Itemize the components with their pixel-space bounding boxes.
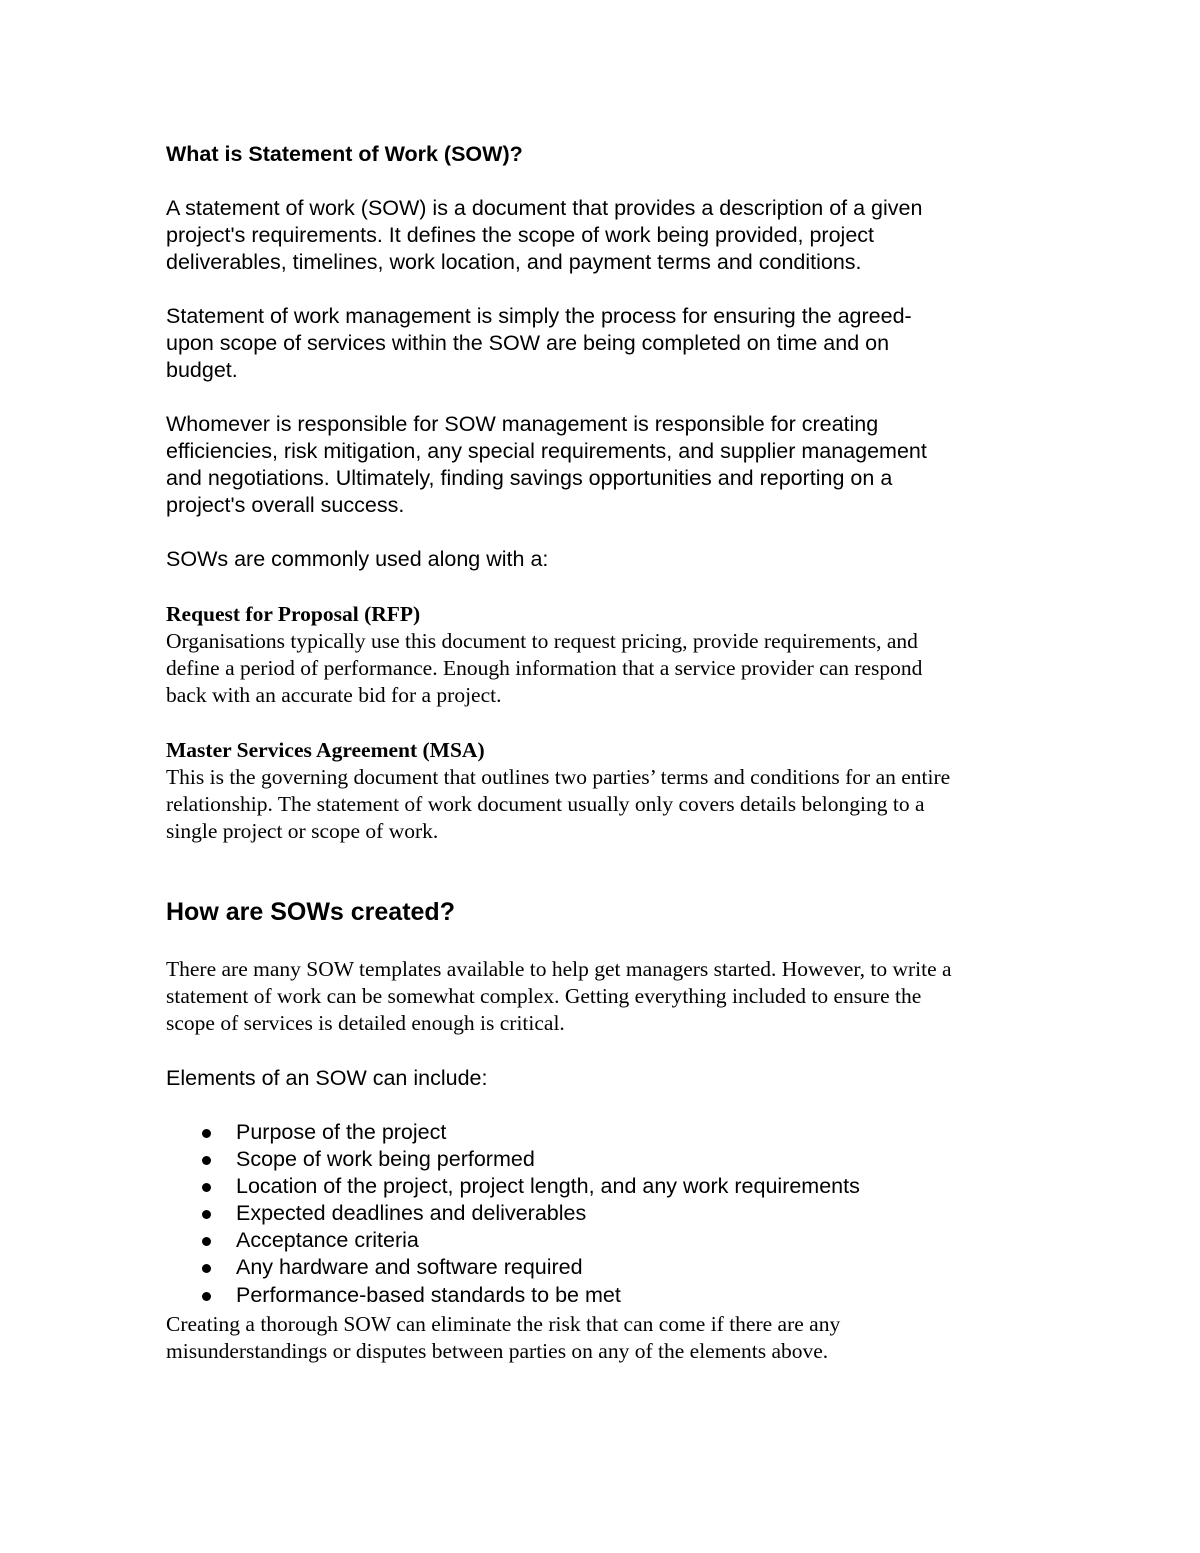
paragraph-line: There are many SOW templates available to help get managers started. However, to write a: [166, 957, 952, 981]
list-item: Purpose of the project: [166, 1119, 1026, 1146]
paragraph-line: A statement of work (SOW) is a document that provides a description of a given: [166, 196, 923, 220]
paragraph-line: define a period of performance. Enough information that a service provider can respond: [166, 656, 923, 680]
paragraph-line: back with an accurate bid for a project.: [166, 683, 502, 707]
list-item: Performance-based standards to be met: [166, 1282, 1026, 1309]
bullet-icon: [202, 1264, 211, 1273]
paragraph-line: and negotiations. Ultimately, finding savings opportunities and reporting on a: [166, 466, 893, 490]
rfp-heading: Request for Proposal (RFP): [166, 602, 421, 626]
msa-heading: Master Services Agreement (MSA): [166, 738, 485, 762]
intro-paragraph: [166, 195, 1026, 276]
paragraph-line: Organisations typically use this document to request pricing, provide requirements, and: [166, 629, 918, 653]
paragraph-line: misunderstandings or disputes between parties on any of the elements above.: [166, 1339, 829, 1363]
commonly-used-text: SOWs are commonly used along with a:: [166, 547, 549, 571]
list-item: Acceptance criteria: [166, 1227, 1026, 1254]
paragraph-line: single project or scope of work.: [166, 819, 439, 843]
closing-paragraph: [166, 1311, 1026, 1365]
elements-list: [166, 1119, 1026, 1309]
bullet-icon: [202, 1210, 211, 1219]
bullet-icon: [202, 1183, 211, 1192]
responsibility-paragraph: [166, 411, 1026, 519]
paragraph-line: Statement of work management is simply the process for ensuring the agreed-: [166, 304, 912, 328]
bullet-icon: [202, 1156, 211, 1165]
msa-section: [166, 737, 1026, 845]
list-item: Scope of work being performed: [166, 1146, 1026, 1173]
paragraph-line: project's overall success.: [166, 493, 405, 517]
rfp-section: [166, 601, 1026, 709]
templates-paragraph: [166, 956, 1026, 1037]
paragraph-line: relationship. The statement of work document usually only covers details belonging to a: [166, 792, 925, 816]
paragraph-line: efficiencies, risk mitigation, any special requirements, and supplier management: [166, 439, 927, 463]
document-title: What is Statement of Work (SOW)?: [166, 142, 523, 166]
list-item: Expected deadlines and deliverables: [166, 1200, 1026, 1227]
paragraph-line: upon scope of services within the SOW are being completed on time and on: [166, 331, 890, 355]
elements-intro: Elements of an SOW can include:: [166, 1066, 488, 1090]
bullet-icon: [202, 1292, 211, 1301]
paragraph-line: statement of work can be somewhat complex. Getting everything included to ensure the: [166, 984, 922, 1008]
paragraph-line: budget.: [166, 358, 238, 382]
management-paragraph: [166, 303, 1026, 384]
paragraph-line: This is the governing document that outlines two parties’ terms and conditions for an entire: [166, 765, 951, 789]
bullet-icon: [202, 1129, 211, 1138]
paragraph-line: Whomever is responsible for SOW management is responsible for creating: [166, 412, 879, 436]
bullet-icon: [202, 1237, 211, 1246]
paragraph-line: scope of services is detailed enough is critical.: [166, 1011, 565, 1035]
paragraph-line: deliverables, timelines, work location, and payment terms and conditions.: [166, 250, 862, 274]
list-item: Location of the project, project length, and any work requirements: [166, 1173, 1026, 1200]
paragraph-line: Creating a thorough SOW can eliminate the risk that can come if there are any: [166, 1312, 841, 1336]
list-item: Any hardware and software required: [166, 1254, 1026, 1281]
section-heading: How are SOWs created?: [166, 898, 455, 926]
paragraph-line: project's requirements. It defines the scope of work being provided, project: [166, 223, 875, 247]
